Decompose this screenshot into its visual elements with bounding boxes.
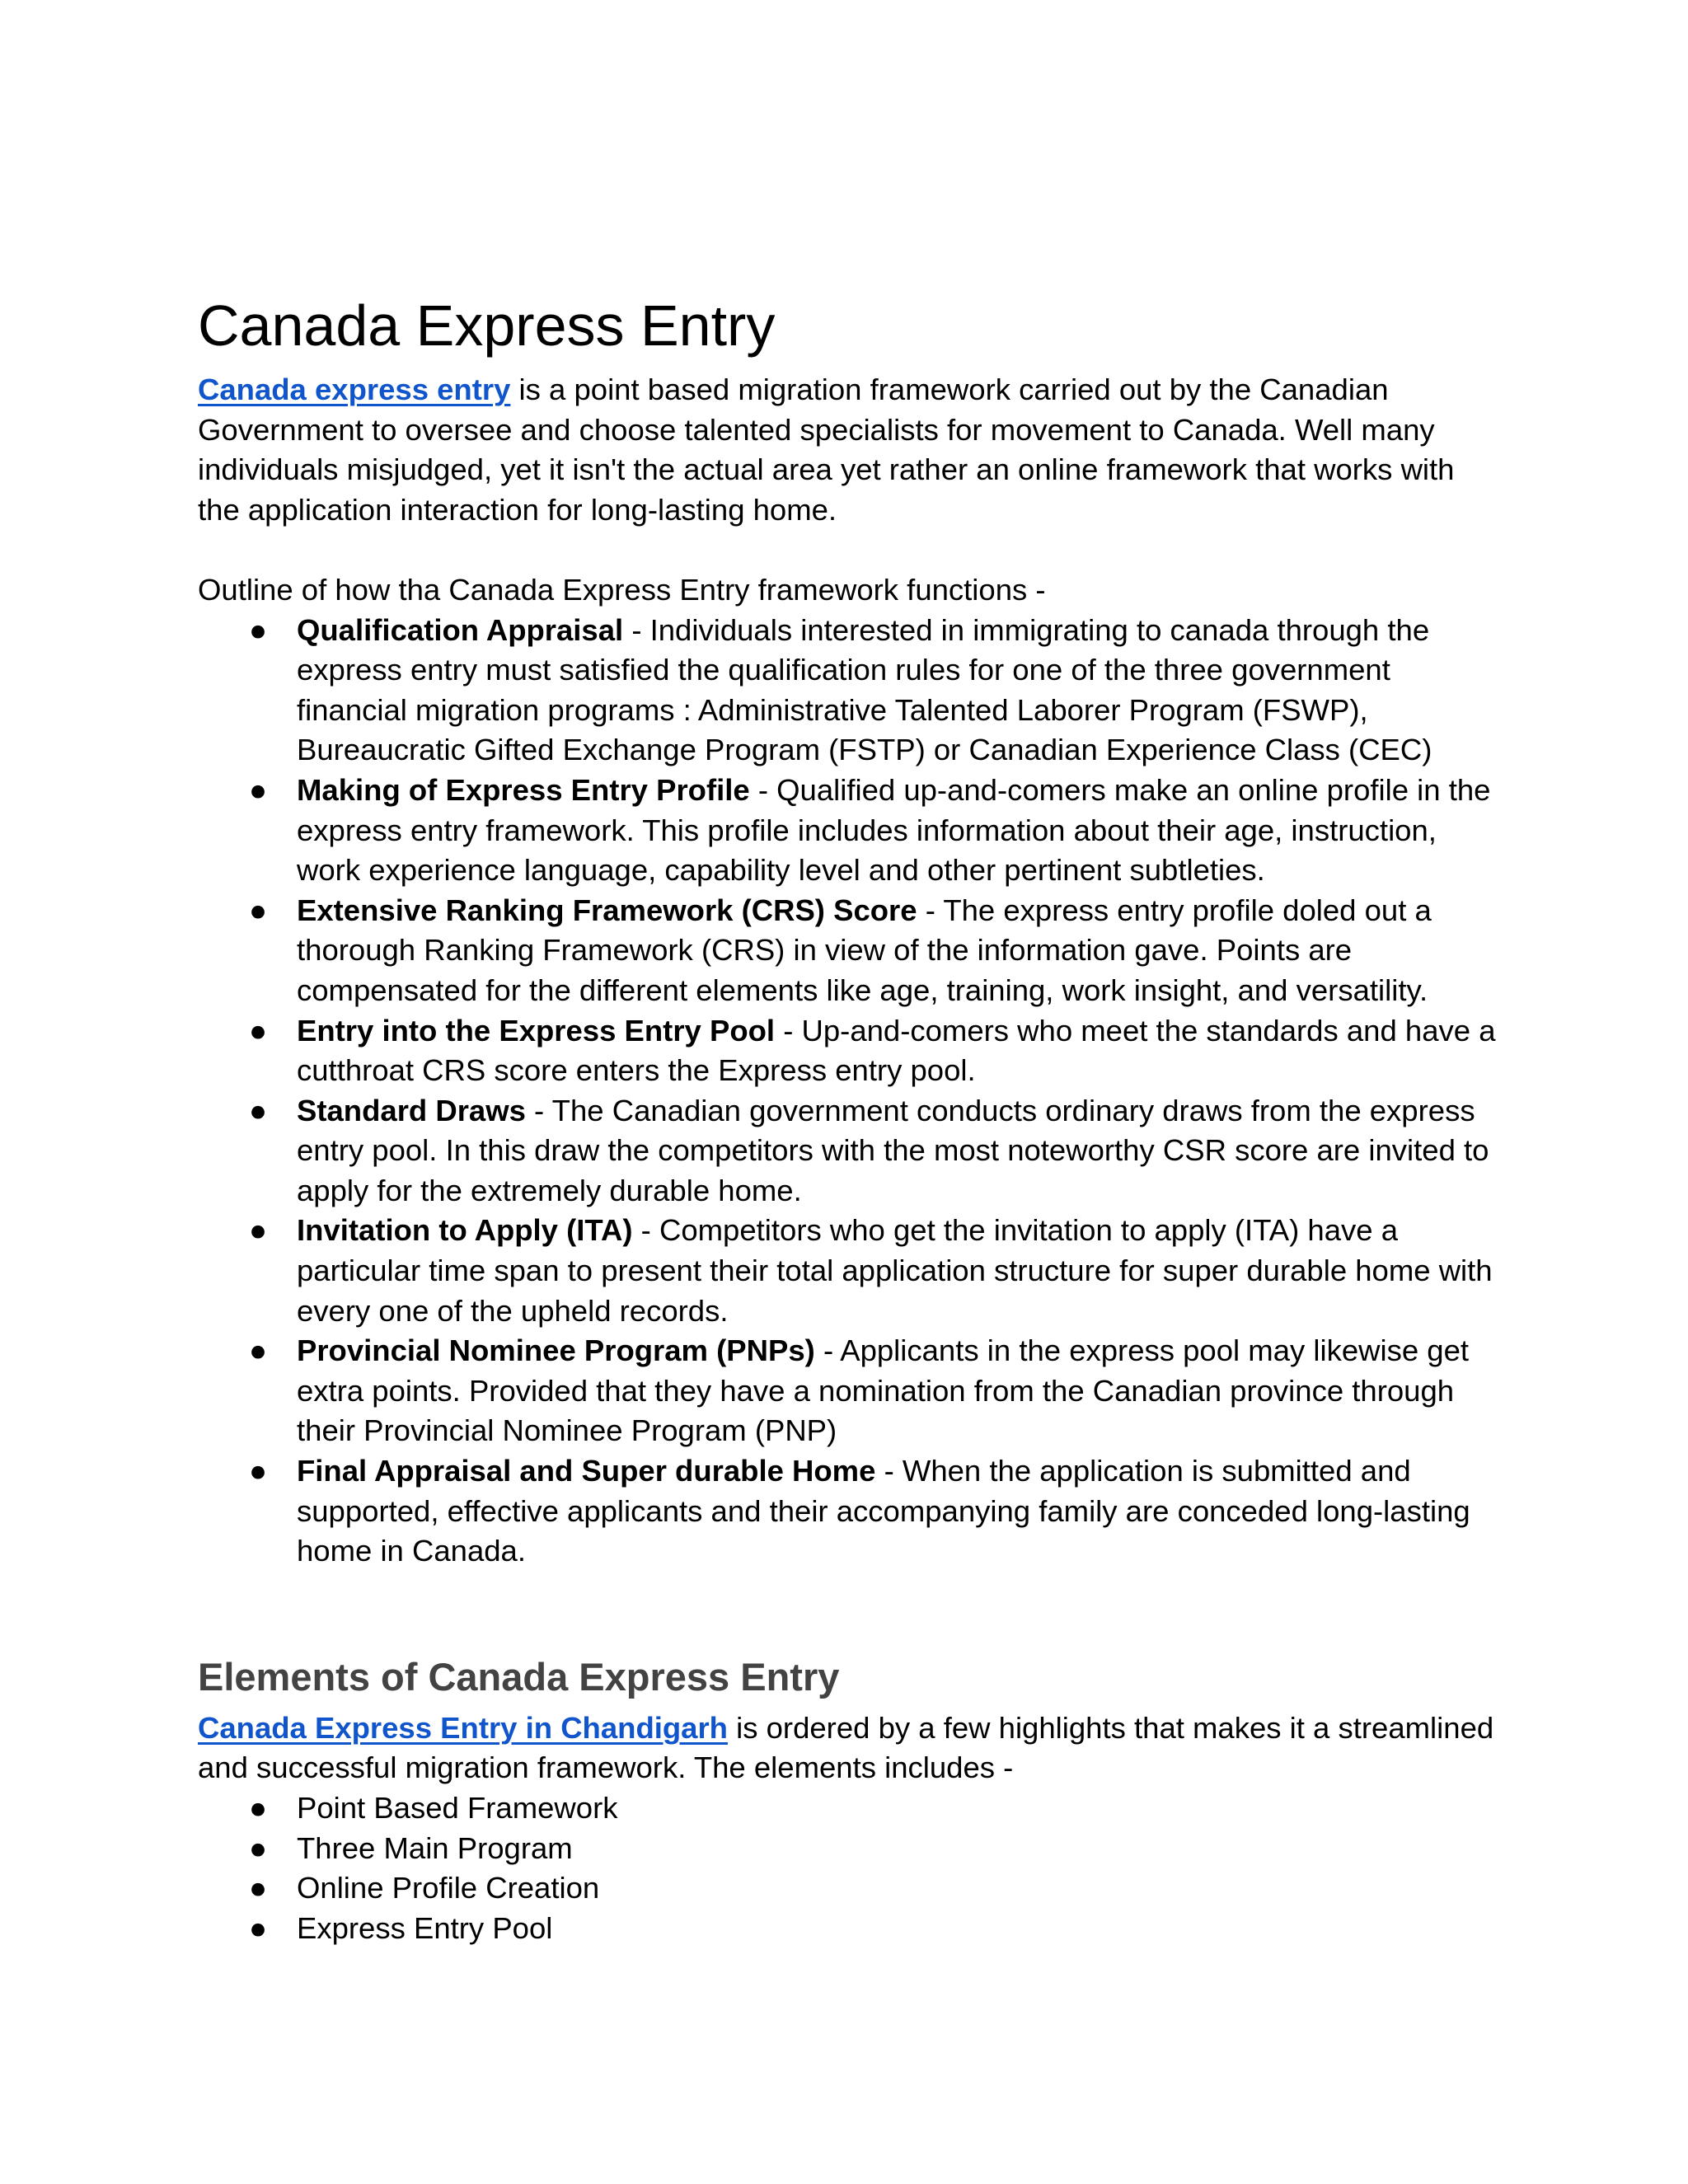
step-term: Invitation to Apply (ITA) (297, 1213, 633, 1248)
bullet-icon: ● (249, 1093, 268, 1127)
step-term: Final Appraisal and Super durable Home (297, 1454, 876, 1488)
bullet-icon: ● (249, 612, 268, 647)
step-text: - Individuals interested in immigrating to canada through the express entry must satisfied the qualification rules for one of the three government financial migration programs : Administrative Talented Laborer Program (FSWP), Bureaucratic Gifted Exchange Program (FSTP) or Canadian Experience Class (CEC) (297, 612, 1432, 767)
list-item (198, 1091, 1500, 1212)
bullet-icon: ● (249, 1830, 268, 1865)
bullet-icon: ● (249, 1454, 268, 1488)
page-title: Canada Express Entry (198, 293, 776, 358)
list-item (198, 771, 1500, 891)
element-label: Point Based Framework (297, 1791, 618, 1825)
step-term: Provincial Nominee Program (PNPs) (297, 1333, 815, 1368)
step-text: - Up-and-comers who meet the standards and have a cutthroat CRS score enters the Express entry pool. (297, 1013, 1496, 1088)
list-item (198, 1451, 1500, 1572)
step-term: Extensive Ranking Framework (CRS) Score (297, 893, 917, 927)
list-item (198, 1211, 1500, 1331)
step-text: - When the application is submitted and supported, effective applicants and their accompanying family are conceded long-lasting home in Canada. (297, 1454, 1470, 1568)
step-text: - The express entry profile doled out a thorough Ranking Framework (CRS) in view of the information gave. Points are compensated for the different elements like age, training, work insight, and versatility. (297, 893, 1432, 1007)
bullet-icon: ● (249, 1910, 268, 1945)
step-text: - Applicants in the express pool may likewise get extra points. Provided that they have a nomination from the Canadian province through their Provincial Nominee Program (PNP) (297, 1333, 1470, 1448)
bullet-icon: ● (249, 1213, 268, 1248)
element-label: Online Profile Creation (297, 1871, 600, 1905)
step-text: - Qualified up-and-comers make an online profile in the express entry framework. This profile includes information about their age, instruction, work experience language, capability level and other pertinent subtleties. (297, 772, 1491, 888)
list-item (198, 1331, 1500, 1451)
list-item (198, 611, 1500, 771)
elements-list (198, 1788, 1500, 1948)
bullet-icon: ● (249, 1871, 268, 1905)
step-term: Entry into the Express Entry Pool (297, 1013, 776, 1047)
section-spacer (198, 1572, 1500, 1649)
intro-text: is a point based migration framework carried out by the Canadian Government to oversee and choose talented specialists for movement to Canada. Well many individuals misjudged, yet it isn't the actual area yet rather an online framework that works with the application interaction for long-lasting home. (198, 373, 1455, 527)
element-label: Three Main Program (297, 1830, 573, 1865)
bullet-icon: ● (249, 772, 268, 807)
list-item (198, 1788, 1500, 1829)
step-text: - The Canadian government conducts ordinary draws from the express entry pool. In this draw the competitors with the most noteworthy CSR score are invited to apply for the extremely durable home. (297, 1093, 1489, 1207)
list-item (198, 1868, 1500, 1909)
section-paragraph (198, 1708, 1500, 1788)
list-item (198, 1909, 1500, 1949)
list-item (198, 1011, 1500, 1091)
chandigarh-express-entry-link[interactable]: Canada Express Entry in Chandigarh (198, 1710, 728, 1745)
bullet-icon: ● (249, 1013, 268, 1047)
bullet-icon: ● (249, 1791, 268, 1825)
paragraph-spacer (198, 530, 1500, 570)
section-heading: Elements of Canada Express Entry (198, 1654, 840, 1699)
list-item (198, 1829, 1500, 1869)
step-text: - Competitors who get the invitation to apply (ITA) have a particular time span to present their total application structure for super durable home with every one of the upheld records. (297, 1213, 1493, 1328)
intro-paragraph (198, 370, 1500, 530)
step-term: Making of Express Entry Profile (297, 772, 750, 807)
section-text: is ordered by a few highlights that makes it a streamlined and successful migration framework. The elements includes - (198, 1710, 1494, 1785)
canada-express-entry-link[interactable]: Canada express entry (198, 373, 511, 406)
element-label: Express Entry Pool (297, 1910, 553, 1945)
step-term: Qualification Appraisal (297, 612, 624, 647)
document-content (198, 283, 1500, 1948)
step-term: Standard Draws (297, 1093, 526, 1127)
steps-list (198, 611, 1500, 1572)
outline-intro: Outline of how tha Canada Express Entry framework functions - (198, 572, 1046, 607)
bullet-icon: ● (249, 1333, 268, 1368)
list-item (198, 891, 1500, 1011)
bullet-icon: ● (249, 893, 268, 927)
